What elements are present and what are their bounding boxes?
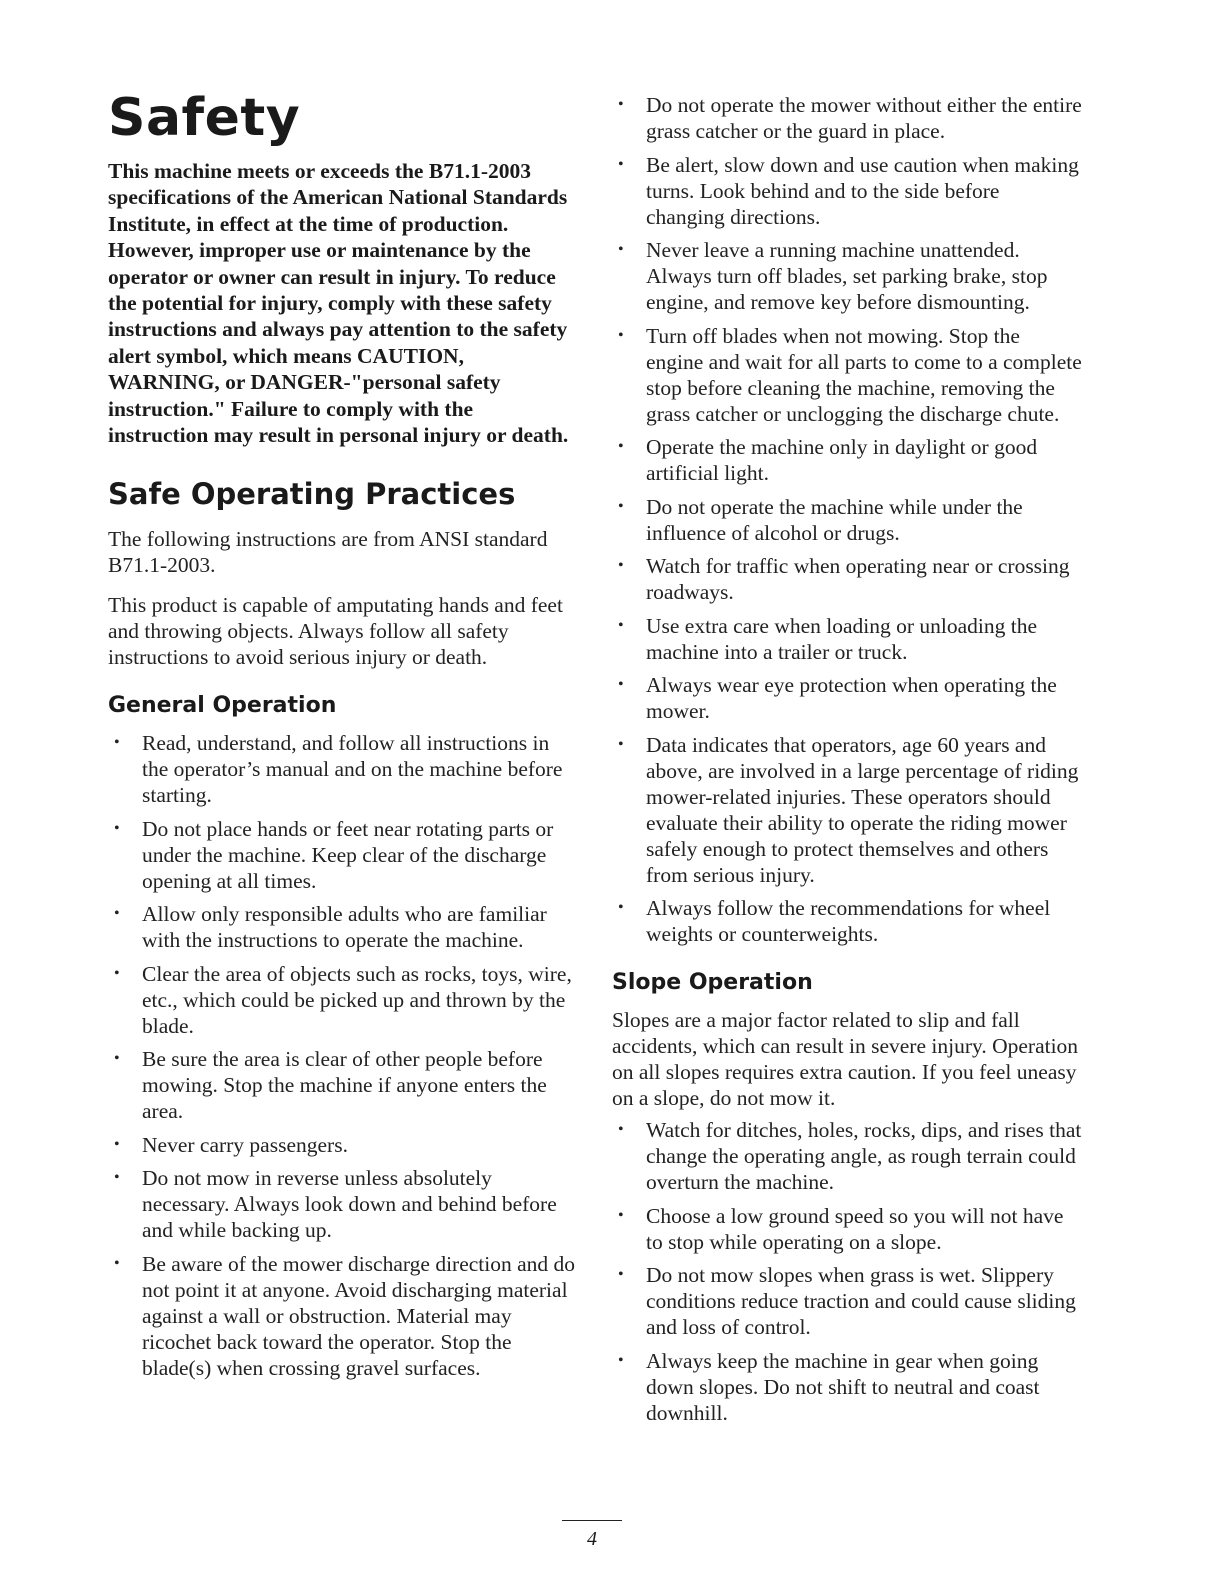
general-operation-list bbox=[108, 730, 578, 1381]
subsection-heading-slope-operation: Slope Operation bbox=[612, 970, 813, 995]
page-number: 4 bbox=[587, 1528, 597, 1550]
list-item: • Do not mow in reverse unless absolutely necessary. Always look down and behind before and while backing up. bbox=[114, 1166, 557, 1243]
bullet-icon: • bbox=[618, 1266, 624, 1283]
slope-operation-list bbox=[612, 1117, 1082, 1426]
list-item: • Be aware of the mower discharge direction and do not point it at anyone. Avoid discharging material against a wall or obstruction. Material may ricochet back toward the operator. Stop the blade(s) when crossing gravel surfaces. bbox=[114, 1251, 576, 1380]
amputation-warning-paragraph: This product is capable of amputating hands and feet and throwing objects. Always follow all safety instructions to avoid serious injury or death. bbox=[108, 593, 563, 670]
list-item: • Choose a low ground speed so you will not have to stop while operating on a slope. bbox=[618, 1203, 1064, 1254]
ansi-source-paragraph: The following instructions are from ANSI standard B71.1-2003. bbox=[108, 527, 548, 578]
slope-intro-paragraph: Slopes are a major factor related to slip and fall accidents, which can result in severe injury. Operation on all slopes requires extra caution. If you feel uneasy on a slope, do not mow it. bbox=[612, 1008, 1079, 1110]
list-item: • Read, understand, and follow all instructions in the operator’s manual and on the machine before starting. bbox=[114, 731, 563, 808]
bullet-icon: • bbox=[618, 438, 624, 455]
bullet-icon: • bbox=[618, 1206, 624, 1224]
bullet-icon: • bbox=[618, 1121, 624, 1138]
footer-rule bbox=[562, 1520, 622, 1521]
list-item: • Be sure the area is clear of other people before mowing. Stop the machine if anyone enters the area. bbox=[114, 1047, 547, 1124]
bullet-icon: • bbox=[114, 1135, 120, 1153]
bullet-icon: • bbox=[114, 1050, 120, 1068]
list-item: • Use extra care when loading or unloading the machine into a trailer or truck. bbox=[618, 613, 1038, 664]
list-item: • Data indicates that operators, age 60 years and above, are involved in a large percentage of riding mower-related injuries. These operators should evaluate their ability to operate the riding mower safely enough to protect themselves and others from serious injury. bbox=[618, 732, 1079, 887]
list-item: • Watch for traffic when operating near or crossing roadways. bbox=[618, 554, 1070, 604]
list-item: • Do not operate the mower without either the entire grass catcher or the guard in place. bbox=[618, 93, 1082, 143]
left-column bbox=[108, 88, 578, 1388]
list-item: • Always keep the machine in gear when going down slopes. Do not shift to neutral and coast downhill. bbox=[618, 1348, 1040, 1425]
bullet-icon: • bbox=[618, 241, 624, 258]
list-item: • Clear the area of objects such as rocks, toys, wire, etc., which could be picked up and thrown by the blade. bbox=[114, 961, 572, 1038]
bullet-icon: • bbox=[114, 819, 120, 837]
subsection-heading-general-operation: General Operation bbox=[108, 693, 337, 719]
page-title: Safety bbox=[108, 88, 301, 148]
bullet-icon: • bbox=[618, 155, 624, 173]
list-item: • Do not operate the machine while under the influence of alcohol or drugs. bbox=[618, 494, 1023, 545]
list-item: • Turn off blades when not mowing. Stop the engine and wait for all parts to come to a complete stop before cleaning the machine, removing the grass catcher or unclogging the discharge chute. bbox=[618, 323, 1082, 426]
bullet-icon: • bbox=[618, 616, 624, 634]
section-heading-safe-operating-practices: Safe Operating Practices bbox=[108, 477, 516, 512]
bullet-icon: • bbox=[618, 1351, 624, 1369]
bullet-icon: • bbox=[618, 899, 624, 916]
list-item: • Be alert, slow down and use caution when making turns. Look behind and to the side before changing directions. bbox=[618, 152, 1079, 229]
list-item: • Operate the machine only in daylight or good artificial light. bbox=[618, 435, 1038, 485]
bullet-icon: • bbox=[618, 557, 624, 574]
list-item: • Never leave a running machine unattended. Always turn off blades, set parking brake, stop engine, and remove key before dismounting. bbox=[618, 238, 1048, 314]
intro-paragraph: This machine meets or exceeds the B71.1-2003 specifications of the American National Standards Institute, in effect at the time of production. However, improper use or maintenance by the operator or owner can result in injury. To reduce the potential for injury, comply with these safety instructions and always pay attention to the safety alert symbol, which means CAUTION, WARNING, or DANGER-"personal safety instruction." Failure to comply with the instruction may result in personal injury or death. bbox=[108, 159, 569, 448]
list-item: • Do not mow slopes when grass is wet. Slippery conditions reduce traction and could cause sliding and loss of control. bbox=[618, 1263, 1076, 1339]
bullet-icon: • bbox=[618, 497, 624, 515]
bullet-icon: • bbox=[114, 1254, 120, 1272]
list-item: • Always follow the recommendations for wheel weights or counterweights. bbox=[618, 896, 1051, 946]
bullet-icon: • bbox=[618, 735, 624, 753]
bullet-icon: • bbox=[114, 964, 120, 982]
list-item: • Always wear eye protection when operating the mower. bbox=[618, 673, 1057, 723]
general-operation-list-continued bbox=[612, 92, 1082, 947]
bullet-icon: • bbox=[618, 326, 624, 344]
list-item: • Never carry passengers. bbox=[114, 1132, 348, 1157]
right-column bbox=[612, 92, 1082, 1433]
bullet-icon: • bbox=[114, 905, 120, 923]
list-item: • Allow only responsible adults who are familiar with the instructions to operate the machine. bbox=[114, 902, 547, 953]
bullet-icon: • bbox=[114, 1169, 120, 1187]
bullet-icon: • bbox=[618, 676, 624, 693]
bullet-icon: • bbox=[114, 734, 120, 752]
list-item: • Watch for ditches, holes, rocks, dips, and rises that change the operating angle, as rough terrain could overturn the machine. bbox=[618, 1118, 1082, 1194]
bullet-icon: • bbox=[618, 96, 624, 113]
list-item: • Do not place hands or feet near rotating parts or under the machine. Keep clear of the discharge opening at all times. bbox=[114, 816, 554, 893]
